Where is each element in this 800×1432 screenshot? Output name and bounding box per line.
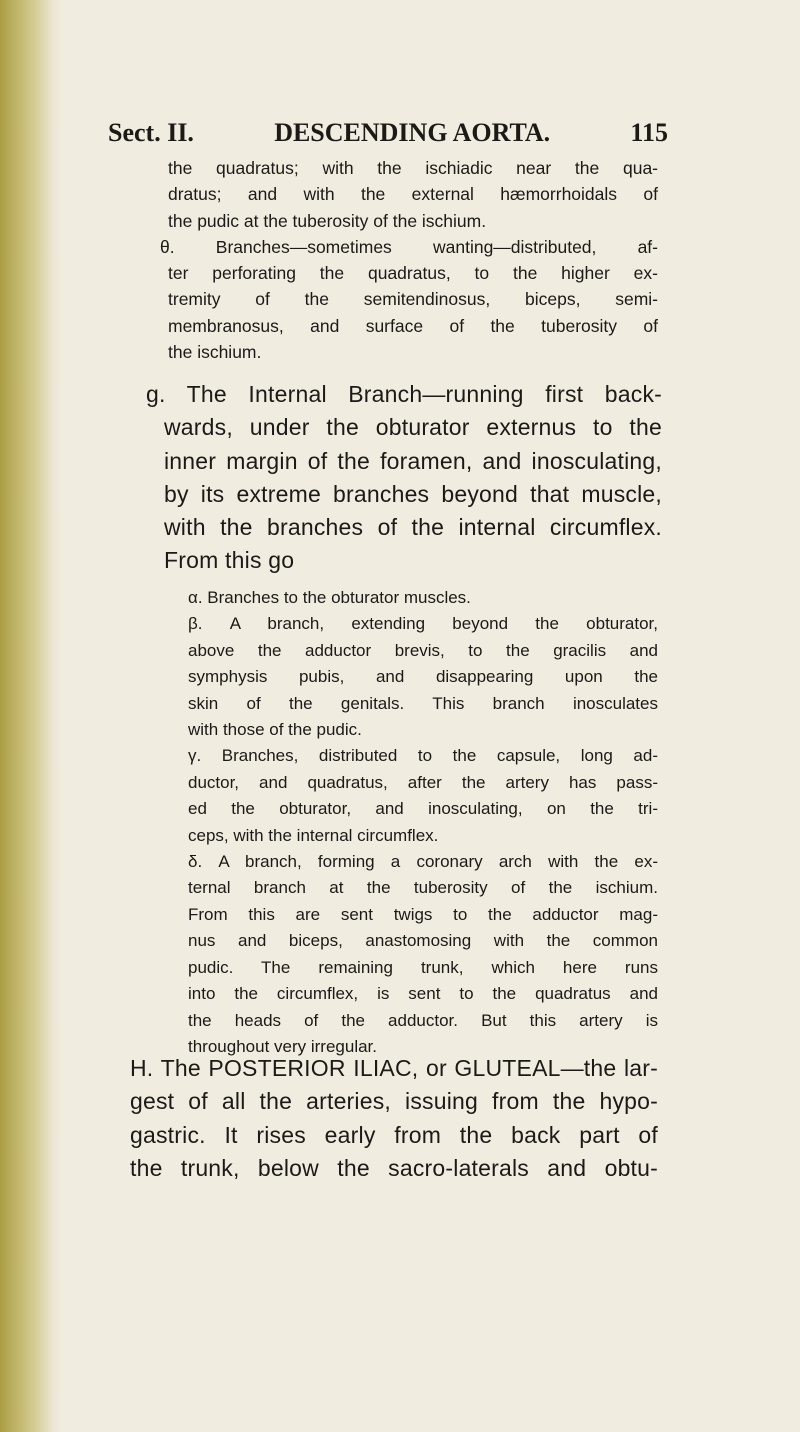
text-line: H. The POSTERIOR ILIAC, or GLUTEAL—the lar- xyxy=(130,1055,658,1081)
paragraph-sub-branches xyxy=(188,585,658,1060)
text-line: the heads of the adductor. But this artery is xyxy=(188,1010,658,1030)
paragraph-internal-branch xyxy=(134,378,662,578)
text-line: throughout very irregular. xyxy=(188,1036,377,1056)
text-line: gastric. It rises early from the back part of xyxy=(130,1121,658,1148)
text-line: g. The Internal Branch—running first back- xyxy=(146,381,662,407)
text-line: skin of the genitals. This branch inosculates xyxy=(188,693,658,713)
text-line: the quadratus; with the ischiadic near the qua- xyxy=(168,158,658,178)
text-line: pudic. The remaining trunk, which here runs xyxy=(188,957,658,977)
text-line: θ. Branches—sometimes wanting—distributed, af- xyxy=(160,236,658,257)
text-line: gest of all the arteries, issuing from the hypo- xyxy=(130,1088,658,1115)
text-line: by its extreme branches beyond that muscle, xyxy=(164,480,662,507)
text-line: the pudic at the tuberosity of the ischium. xyxy=(168,210,487,231)
text-line: symphysis pubis, and disappearing upon the xyxy=(188,667,658,687)
text-line: δ. A branch, forming a coronary arch with the ex- xyxy=(188,852,658,872)
text-line: with the branches of the internal circumflex. xyxy=(164,514,662,541)
text-line: into the circumflex, is sent to the quadratus and xyxy=(188,984,658,1004)
text-line: dratus; and with the external hæmorrhoidals of xyxy=(168,184,658,205)
text-line: above the adductor brevis, to the gracilis and xyxy=(188,640,658,660)
text-line: γ. Branches, distributed to the capsule, long ad- xyxy=(188,746,658,766)
page-number: 115 xyxy=(630,118,668,147)
chapter-title: DESCENDING AORTA. xyxy=(274,118,551,147)
text-line: tremity of the semitendinosus, biceps, semi- xyxy=(168,289,658,310)
text-line: ter perforating the quadratus, to the higher ex- xyxy=(168,263,658,284)
section-label: Sect. II. xyxy=(108,118,194,147)
text-line: membranosus, and surface of the tuberosity of xyxy=(168,315,658,336)
book-spine-shadow xyxy=(0,0,62,1432)
text-line: the trunk, below the sacro-laterals and obtu- xyxy=(130,1154,658,1181)
text-line: From this go xyxy=(164,547,295,574)
text-line: with those of the pudic. xyxy=(188,720,362,740)
paragraph-gluteal xyxy=(130,1052,658,1185)
text-line: β. A branch, extending beyond the obturator, xyxy=(188,614,658,634)
text-line: α. Branches to the obturator muscles. xyxy=(188,588,471,607)
text-line: ed the obturator, and inosculating, on the tri- xyxy=(188,799,658,819)
text-line: nus and biceps, anastomosing with the common xyxy=(188,931,658,951)
text-line: ceps, with the internal circumflex. xyxy=(188,825,439,845)
text-line: ternal branch at the tuberosity of the ischium. xyxy=(188,878,658,898)
text-line: inner margin of the foramen, and inosculating, xyxy=(164,447,662,474)
text-line: ductor, and quadratus, after the artery has pass- xyxy=(188,772,658,792)
text-line: wards, under the obturator externus to the xyxy=(164,414,662,441)
running-head xyxy=(108,118,668,148)
paragraph-quadratus xyxy=(160,155,658,365)
text-line: From this are sent twigs to the adductor mag- xyxy=(188,904,658,924)
text-line: the ischium. xyxy=(168,342,262,363)
